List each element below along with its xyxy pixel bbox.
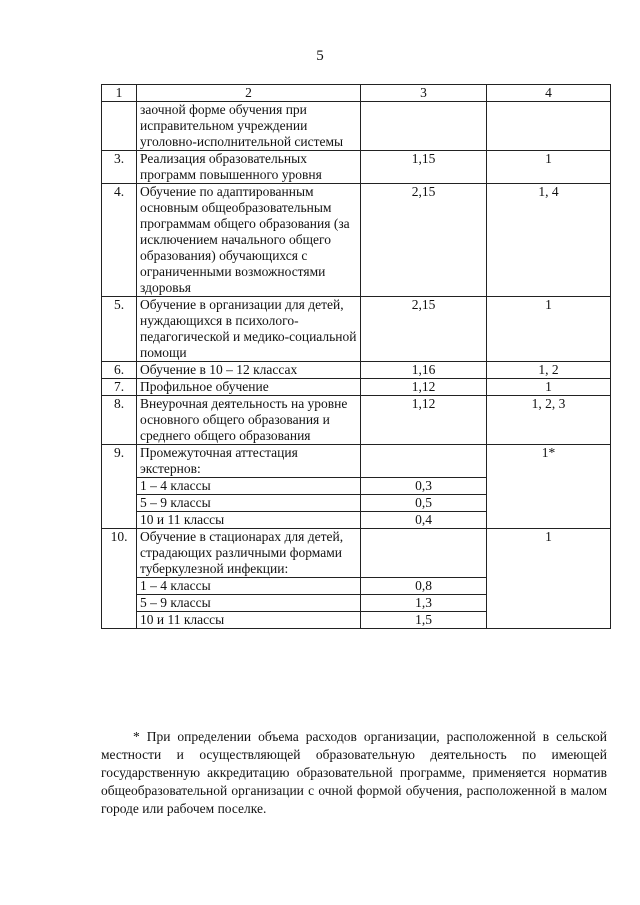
header-col-4: 4 bbox=[487, 85, 611, 102]
row-description: заочной форме обучения при исправительном учреждении уголовно-исполнительной системы bbox=[137, 102, 361, 151]
row-number: 6. bbox=[102, 362, 137, 379]
norms-table bbox=[101, 84, 611, 629]
row-reference: 1 bbox=[487, 297, 611, 362]
row-number: 3. bbox=[102, 151, 137, 184]
sub-row-value: 0,5 bbox=[361, 495, 487, 512]
row-coefficient: 2,15 bbox=[361, 184, 487, 297]
row-reference: 1, 2 bbox=[487, 362, 611, 379]
row-number: 8. bbox=[102, 396, 137, 445]
row-reference: 1 bbox=[487, 379, 611, 396]
sub-row-value: 0,3 bbox=[361, 478, 487, 495]
table-row bbox=[102, 529, 611, 578]
row-description: Обучение в 10 – 12 классах bbox=[137, 362, 361, 379]
row-coefficient: 1,15 bbox=[361, 151, 487, 184]
table-row bbox=[102, 396, 611, 445]
table-row bbox=[102, 445, 611, 478]
sub-row-value: 0,4 bbox=[361, 512, 487, 529]
footnote bbox=[101, 728, 607, 818]
row-number: 4. bbox=[102, 184, 137, 297]
row-description: Внеурочная деятельность на уровне основного общего образования и среднего общего образования bbox=[137, 396, 361, 445]
row-coefficient bbox=[361, 529, 487, 578]
header-col-1: 1 bbox=[102, 85, 137, 102]
table-header-row bbox=[102, 85, 611, 102]
row-number bbox=[102, 102, 137, 151]
sub-row-label: 10 и 11 классы bbox=[137, 512, 361, 529]
table-row bbox=[102, 151, 611, 184]
row-reference: 1 bbox=[487, 529, 611, 629]
sub-row-label: 5 – 9 классы bbox=[137, 595, 361, 612]
row-reference: 1, 2, 3 bbox=[487, 396, 611, 445]
row-coefficient: 1,12 bbox=[361, 396, 487, 445]
table-row bbox=[102, 184, 611, 297]
page-number: 5 bbox=[316, 48, 324, 64]
table-row bbox=[102, 102, 611, 151]
row-description: Обучение в организации для детей, нуждающихся в психолого-педагогической и медико-социальной помощи bbox=[137, 297, 361, 362]
table-row bbox=[102, 362, 611, 379]
row-reference: 1 bbox=[487, 151, 611, 184]
row-number: 10. bbox=[102, 529, 137, 629]
header-col-2: 2 bbox=[137, 85, 361, 102]
sub-row-value: 0,8 bbox=[361, 578, 487, 595]
sub-row-label: 1 – 4 классы bbox=[137, 478, 361, 495]
row-number: 9. bbox=[102, 445, 137, 529]
row-description: Профильное обучение bbox=[137, 379, 361, 396]
sub-row-value: 1,5 bbox=[361, 612, 487, 629]
row-coefficient: 1,12 bbox=[361, 379, 487, 396]
table-row bbox=[102, 379, 611, 396]
row-coefficient bbox=[361, 445, 487, 478]
row-description: Обучение по адаптированным основным общеобразовательным программам общего образования (за исключением начального общего образования) обучающихся с ограниченными возможностями здоровья bbox=[137, 184, 361, 297]
row-description: Промежуточная аттестация экстернов: bbox=[137, 445, 361, 478]
sub-row-value: 1,3 bbox=[361, 595, 487, 612]
row-description: Обучение в стационарах для детей, страдающих различными формами туберкулезной инфекции: bbox=[137, 529, 361, 578]
row-reference bbox=[487, 102, 611, 151]
footnote-text: * При определении объема расходов организации, расположенной в сельской местности и осуществляющей образовательную деятельность по имеющей государственную аккредитацию образовательной программе, применяется норматив общеобразовательной организации с очной формой обучения, расположенной в малом городе или рабочем поселке. bbox=[101, 729, 607, 816]
sub-row-label: 5 – 9 классы bbox=[137, 495, 361, 512]
header-col-3: 3 bbox=[361, 85, 487, 102]
row-coefficient bbox=[361, 102, 487, 151]
row-coefficient: 2,15 bbox=[361, 297, 487, 362]
row-coefficient: 1,16 bbox=[361, 362, 487, 379]
row-reference: 1* bbox=[487, 445, 611, 529]
row-reference: 1, 4 bbox=[487, 184, 611, 297]
row-number: 7. bbox=[102, 379, 137, 396]
sub-row-label: 1 – 4 классы bbox=[137, 578, 361, 595]
row-number: 5. bbox=[102, 297, 137, 362]
table-row bbox=[102, 297, 611, 362]
sub-row-label: 10 и 11 классы bbox=[137, 612, 361, 629]
row-description: Реализация образовательных программ повышенного уровня bbox=[137, 151, 361, 184]
